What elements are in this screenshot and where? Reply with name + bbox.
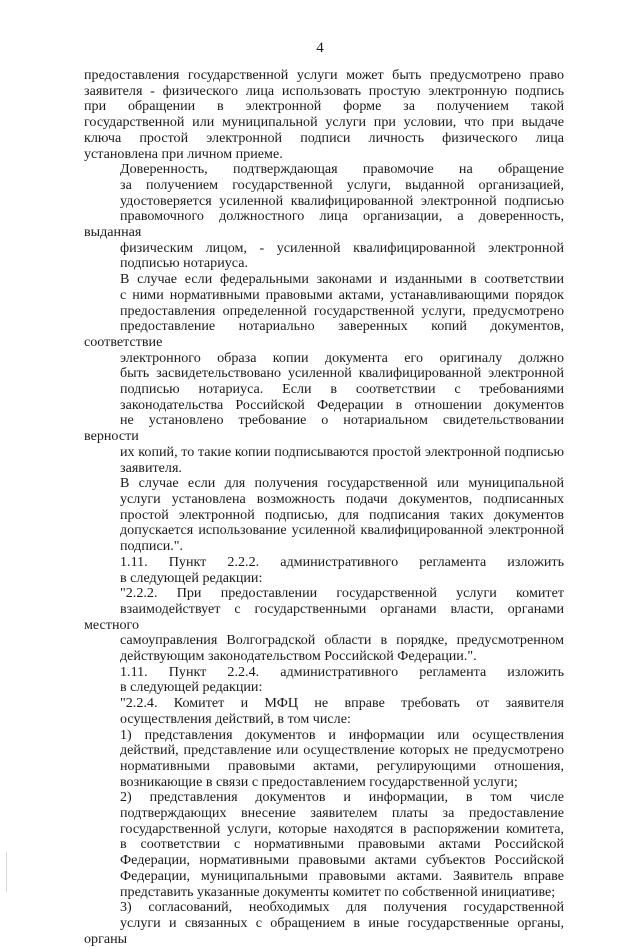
text-line: правомочного должностного лица организации, а доверенность, выданная: [84, 208, 564, 241]
text-line: в соответствии с нормативными правовыми актами Российской: [120, 836, 564, 853]
text-line: с ними нормативными правовыми актами, устанавливающими порядок: [120, 286, 564, 303]
text-line: заявителя - физического лица использовать простую электронную подпись: [84, 82, 564, 99]
text-line: услуги установлена возможность подачи документов, подписанных: [120, 490, 564, 507]
text-line: осуществления действий, в том числе:: [120, 710, 351, 727]
text-line: быть засвидетельствовано усиленной квалифицированной электронной: [120, 365, 564, 382]
text-line: 1.11. Пункт 2.2.4. административного регламента изложить: [120, 663, 564, 680]
text-line: при обращении в электронной форме за получением такой: [84, 98, 564, 115]
text-line: действий, представление или осуществление которых не предусмотрено: [120, 742, 564, 759]
text-line: нормативными правовыми актами, регулирующими отношения,: [120, 757, 564, 774]
text-line: 2) представления документов и информации, в том числе: [120, 789, 564, 806]
paragraph: [84, 728, 564, 791]
text-line: их копий, то такие копии подписываются простой электронной подписью: [120, 443, 564, 460]
text-line: В случае если федеральными законами и изданными в соответствии: [120, 271, 564, 288]
text-line: предоставление нотариально заверенных копий документов, соответствие: [84, 318, 564, 350]
paragraph: [84, 790, 564, 900]
text-line: заявителя.: [120, 459, 182, 476]
page-number: 4: [316, 40, 324, 56]
text-line: "2.2.2. При предоставлении государственной услуги комитет: [120, 585, 564, 602]
text-line: взаимодействует с государственными органами власти, органами местного: [84, 600, 564, 633]
text-line: за получением государственной услуги, выданной организацией,: [120, 176, 564, 193]
text-line: возникающие в связи с предоставлением государственной услуги;: [120, 773, 518, 790]
text-line: законодательства Российской Федерации в отношении документов: [120, 396, 564, 413]
text-line: простой электронной подписью, для подписания таких документов: [120, 506, 564, 523]
text-line: подтверждающих внесение заявителем платы за предоставление: [120, 805, 564, 822]
text-line: 3) согласований, необходимых для получения государственной: [120, 899, 564, 916]
text-line: допускается использование усиленной квалифицированной электронной: [120, 522, 564, 539]
text-line: установлена при личном приеме.: [84, 145, 283, 162]
paragraph: [84, 665, 564, 696]
text-line: 1) представления документов и информации или осуществления: [120, 726, 564, 743]
text-line: самоуправления Волгоградской области в порядке, предусмотренном: [120, 632, 564, 649]
text-line: Федерации, муниципальными правовыми актами. Заявитель вправе: [120, 867, 564, 884]
text-line: ключа простой электронной подписи личность физического лица: [84, 129, 564, 146]
paragraph: [84, 696, 564, 727]
text-line: представить указанные документы комитет по собственной инициативе;: [120, 883, 556, 900]
text-line: государственной услуги, которые находятся в распоряжении комитета,: [120, 820, 564, 837]
text-line: подписью нотариуса.: [120, 255, 249, 272]
document-body: [84, 68, 564, 947]
text-line: Федерации, нормативными правовыми актами субъектов Российской: [120, 852, 564, 869]
scan-edge-mark: [6, 852, 7, 892]
paragraph: [84, 68, 564, 162]
paragraph: [84, 586, 564, 665]
text-line: подписи.".: [120, 538, 184, 555]
text-line: не установлено требование о нотариальном свидетельствовании верности: [84, 412, 564, 445]
text-line: 1.11. Пункт 2.2.2. административного регламента изложить: [120, 553, 564, 570]
text-line: подписью нотариуса. Если в соответствии с требованиями: [120, 381, 564, 398]
paragraph: [84, 900, 564, 947]
text-line: действующим законодательством Российской Федерации.".: [120, 648, 477, 665]
text-line: Доверенность, подтверждающая правомочие на обращение: [120, 161, 564, 178]
text-line: физическим лицом, - усиленной квалифицированной электронной: [120, 239, 564, 256]
text-line: в следующей редакции:: [120, 569, 263, 586]
paragraph: [84, 476, 564, 555]
paragraph: [84, 272, 564, 476]
paragraph: [84, 555, 564, 586]
text-line: "2.2.4. Комитет и МФЦ не вправе требовать от заявителя: [120, 695, 564, 712]
text-line: электронного образа копии документа его оригиналу должно: [120, 349, 564, 366]
paragraph: [84, 162, 564, 272]
text-line: услуги и связанных с обращением в иные государственные органы, органы: [84, 914, 564, 947]
text-line: в следующей редакции:: [120, 679, 263, 696]
text-line: предоставления государственной услуги может быть предусмотрено право: [84, 67, 564, 83]
text-line: предоставления определенной государственной услуги, предусмотрено: [120, 302, 564, 319]
text-line: государственной или муниципальной услуги при условии, что при выдаче: [84, 114, 564, 131]
text-line: удостоверяется усиленной квалифицированной электронной подписью: [120, 192, 564, 209]
text-line: В случае если для получения государственной или муниципальной: [120, 475, 564, 492]
